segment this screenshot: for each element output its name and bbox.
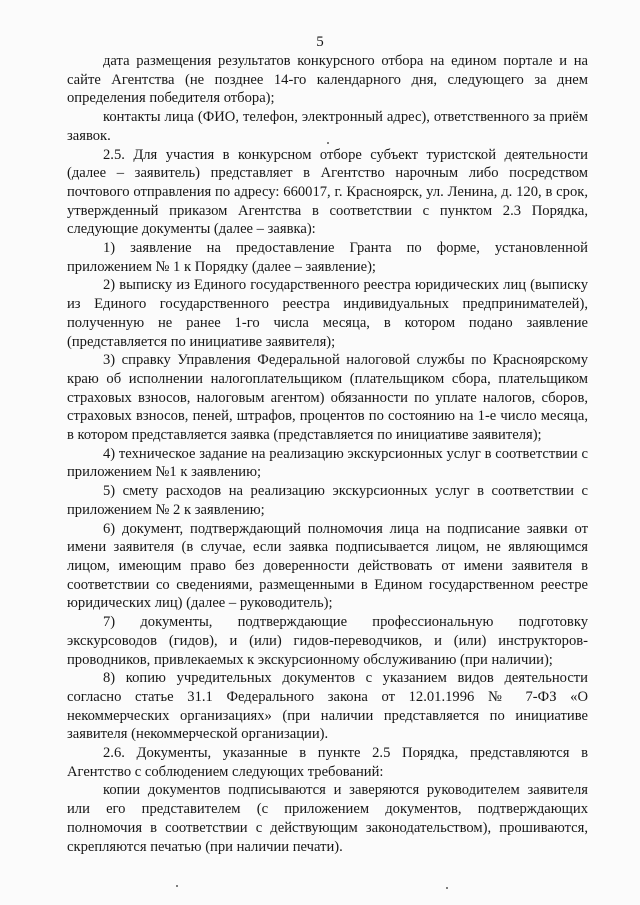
paragraph-section-2-6: 2.6. Документы, указанные в пункте 2.5 Порядка, представляются в Агентство с соблюдением следующих требований: — [67, 745, 588, 780]
list-item-3-tax-certificate: 3) справку Управления Федеральной налоговой службы по Красноярскому краю об исполнении налогоплательщиком (плательщиком сбора, плательщиком страховых взносов, налоговым агентом) обязанности по уплате налогов, сборов, страховых взносов, пеней, штрафов, процентов по состоянию на 1-е число месяца, в котором представляется заявка (представляется по инициативе заявителя); — [67, 352, 588, 444]
list-item-1-application: 1) заявление на предоставление Гранта по форме, установленной приложением № 1 к Порядку (далее – заявление); — [67, 240, 588, 275]
scan-speck — [176, 885, 178, 887]
list-item-5-cost-estimate: 5) смету расходов на реализацию экскурсионных услуг в соответствии с приложением № 2 к заявлению; — [67, 483, 588, 518]
list-item-6-authority-document: 6) документ, подтверждающий полномочия лица на подписание заявки от имени заявителя (в случае, если заявка подписывается лицом, не являющимся лицом, имеющим право без доверенности действовать от имени заявителя в соответствии со сведениями, размещенными в Едином государственном реестре юридических лиц) (далее – руководитель); — [67, 520, 588, 612]
list-item-4-technical-task: 4) техническое задание на реализацию экскурсионных услуг в соответствии с приложением №1 к заявлению; — [67, 445, 588, 481]
paragraph-copy-requirements: копии документов подписываются и заверяются руководителем заявителя или его представителем (с приложением документов, подтверждающих полномочия в соответствии с действующим законодательством), прошиваются, скрепляются печатью (при наличии печати). — [67, 782, 588, 855]
scan-speck — [327, 142, 329, 144]
paragraph-section-2-5: 2.5. Для участия в конкурсном отборе субъект туристской деятельности (далее – заявитель) представляет в Агентство нарочным либо посредством почтового отправления по адресу: 660017, г. Красноярск, ул. Ленина, д. 120, в срок, утвержденный приказом Агентства в соответствии с пунктом 2.3 Порядка, следующие документы (далее – заявка): — [67, 146, 588, 238]
paragraph-contact-person: контакты лица (ФИО, телефон, электронный адрес), ответственного за приём заявок. — [67, 109, 588, 144]
scan-speck — [446, 887, 448, 889]
list-item-2-registry-extract: 2) выписку из Единого государственного реестра юридических лиц (выписку из Единого государственного реестра индивидуальных предпринимателей), полученную не ранее 1-го числа месяца, в котором подано заявление (представляется по инициативе заявителя); — [67, 277, 588, 350]
list-item-8-founding-documents: 8) копию учредительных документов с указанием видов деятельности согласно статье 31.1 Федерального закона от 12.01.1996 № 7-ФЗ «О некоммерческих организациях» (при наличии представляется по инициативе заявителя (некоммерческой организации). — [67, 670, 588, 743]
document-body — [67, 52, 588, 856]
page-number: 5 — [316, 34, 324, 50]
paragraph-publication-date: дата размещения результатов конкурсного отбора на едином портале и на сайте Агентства (не позднее 14-го календарного дня, следующего за днем определения победителя отбора); — [67, 53, 588, 107]
list-item-7-guide-qualifications: 7) документы, подтверждающие профессиональную подготовку экскурсоводов (гидов), и (или) гидов-переводчиков, и (или) инструкторов-проводников, привлекаемых к экскурсионному обслуживанию (при наличии); — [67, 614, 588, 668]
